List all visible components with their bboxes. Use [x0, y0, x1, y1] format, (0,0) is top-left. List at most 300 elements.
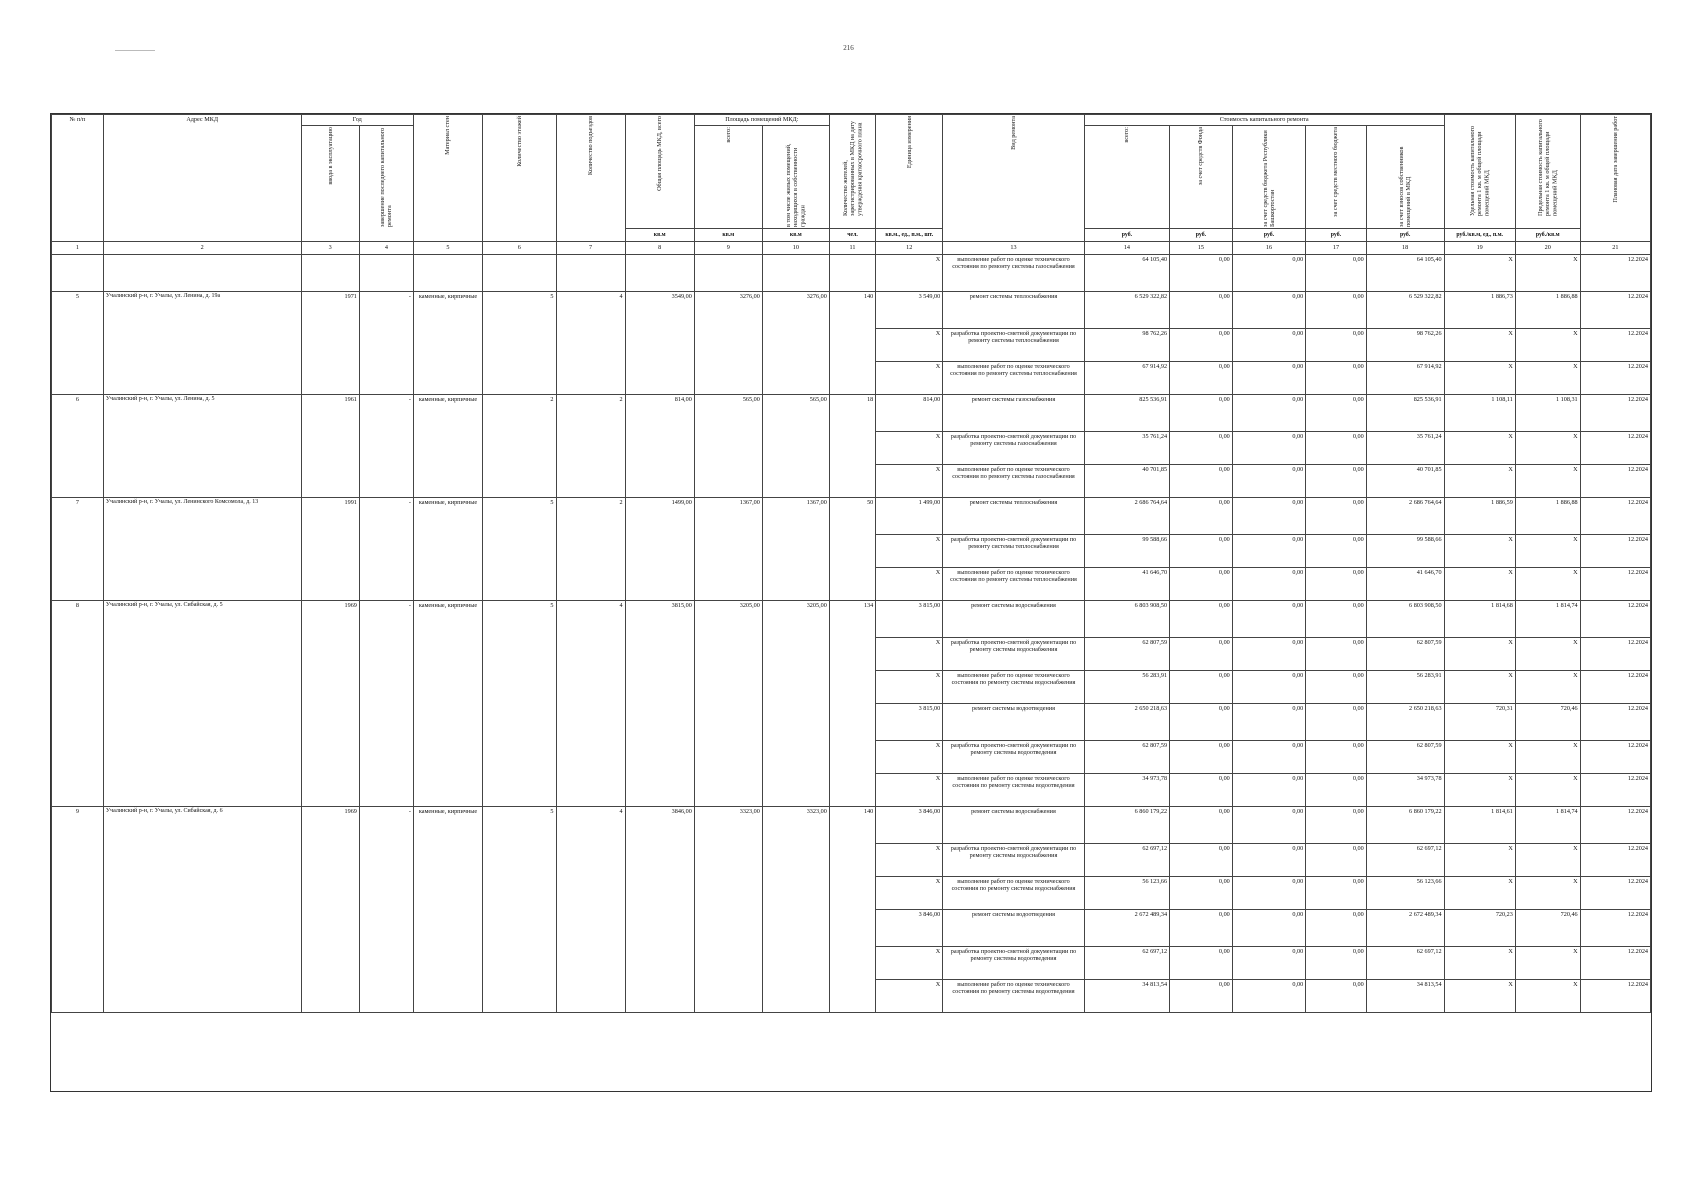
table-cell: 0,00: [1170, 947, 1233, 980]
table-cell: 56 123,66: [1366, 877, 1444, 910]
table-cell: 0,00: [1232, 498, 1305, 535]
table-cell: каменные, кирпичные: [413, 807, 482, 1013]
table-cell: 0,00: [1306, 844, 1367, 877]
table-cell: 720,46: [1515, 910, 1580, 947]
table-cell: 4: [359, 242, 413, 255]
table-cell: X: [1444, 329, 1515, 362]
table-cell: 17: [1306, 242, 1367, 255]
table-cell: Учалинский р-н, г. Учалы, ул. Сибайская, д. 6: [103, 807, 301, 1013]
table-cell: 5: [483, 498, 556, 601]
table-cell: 34 813,54: [1366, 980, 1444, 1013]
table-cell: X: [876, 638, 943, 671]
table-cell: 2 650 218,63: [1366, 704, 1444, 741]
table-cell: 0,00: [1232, 638, 1305, 671]
table-cell: 0,00: [1232, 704, 1305, 741]
table-cell: 0,00: [1170, 432, 1233, 465]
table-cell: 1 886,88: [1515, 292, 1580, 329]
table-cell: X: [876, 535, 943, 568]
table-cell: X: [876, 432, 943, 465]
table-cell: каменные, кирпичные: [413, 292, 482, 395]
table-cell: 1961: [301, 395, 359, 498]
table-cell: 4: [556, 807, 625, 1013]
header-cost-total: всего:: [1084, 126, 1169, 229]
table-cell: 0,00: [1232, 395, 1305, 432]
table-cell: [762, 255, 829, 292]
table-cell: 0,00: [1306, 910, 1367, 947]
table-cell: 10: [762, 242, 829, 255]
table-cell: -: [359, 498, 413, 601]
table-cell: X: [1444, 535, 1515, 568]
table-cell: 12.2024: [1580, 395, 1650, 432]
table-cell: X: [876, 947, 943, 980]
table-cell: 12.2024: [1580, 568, 1650, 601]
table-cell: ремонт системы газоснабжения: [943, 395, 1085, 432]
table-cell: 2 686 764,64: [1084, 498, 1169, 535]
header-entrances: Количество подъездов: [556, 115, 625, 242]
table-cell: [625, 255, 694, 292]
table-cell: X: [1444, 844, 1515, 877]
table-cell: X: [1444, 741, 1515, 774]
table-cell: 4: [556, 292, 625, 395]
table-cell: 0,00: [1170, 498, 1233, 535]
table-cell: X: [1515, 432, 1580, 465]
table-cell: 3 846,00: [876, 910, 943, 947]
table-header: [52, 115, 1651, 255]
table-cell: 1 814,74: [1515, 601, 1580, 638]
table-cell: 1 814,68: [1444, 601, 1515, 638]
table-cell: 0,00: [1306, 465, 1367, 498]
table-cell: X: [1515, 329, 1580, 362]
table-cell: 3276,00: [762, 292, 829, 395]
table-cell: 1991: [301, 498, 359, 601]
table-cell: ремонт системы водоотведения: [943, 704, 1085, 741]
table-cell: чел.: [829, 229, 875, 242]
table-cell: руб./кв.м: [1515, 229, 1580, 242]
table-cell: 1367,00: [694, 498, 762, 601]
table-cell: 2 672 489,34: [1366, 910, 1444, 947]
table-cell: 0,00: [1306, 741, 1367, 774]
table-cell: 67 914,92: [1084, 362, 1169, 395]
table-cell: 0,00: [1170, 255, 1233, 292]
table-cell: 67 914,92: [1366, 362, 1444, 395]
table-cell: 12.2024: [1580, 910, 1650, 947]
header-year-commission: ввода в эксплуатацию: [301, 126, 359, 242]
table-cell: X: [1515, 980, 1580, 1013]
table-row: [52, 395, 1651, 432]
table-cell: 0,00: [1232, 255, 1305, 292]
table-cell: руб.: [1232, 229, 1305, 242]
table-cell: 3205,00: [762, 601, 829, 807]
table-cell: каменные, кирпичные: [413, 498, 482, 601]
table-cell: 134: [829, 601, 875, 807]
table-cell: X: [876, 255, 943, 292]
table-cell: 0,00: [1170, 910, 1233, 947]
table-cell: 3 846,00: [876, 807, 943, 844]
table-cell: 35 761,24: [1084, 432, 1169, 465]
table-cell: 3549,00: [625, 292, 694, 395]
table-cell: каменные, кирпичные: [413, 395, 482, 498]
table-cell: [694, 255, 762, 292]
table-cell: 1 108,11: [1444, 395, 1515, 432]
header-repair-type: Вид ремонта: [943, 115, 1085, 242]
header-residents: Количество жителей, зарегистрированных в МКД на дату утверждения краткосрочного плана: [829, 115, 875, 229]
table-cell: выполнение работ по оценке технического состояния по ремонту системы водоотведения: [943, 980, 1085, 1013]
table-cell: X: [1515, 638, 1580, 671]
table-cell: 3 815,00: [876, 601, 943, 638]
table-cell: 12.2024: [1580, 535, 1650, 568]
header-limit-cost: Предельная стоимость капитального ремонта 1 кв. м общей площади помещений МКД: [1515, 115, 1580, 229]
table-cell: 2 650 218,63: [1084, 704, 1169, 741]
table-cell: 12: [876, 242, 943, 255]
table-cell: Учалинский р-н, г. Учалы, ул. Ленина, д. 19а: [103, 292, 301, 395]
header-year-last-repair: завершение последнего капитального ремонта: [359, 126, 413, 242]
table-cell: X: [1515, 844, 1580, 877]
table-cell: 3815,00: [625, 601, 694, 807]
table-cell: 0,00: [1232, 568, 1305, 601]
table-cell: 9: [52, 807, 104, 1013]
table-cell: 12.2024: [1580, 638, 1650, 671]
table-cell: 62 807,59: [1366, 741, 1444, 774]
table-cell: 34 973,78: [1084, 774, 1169, 807]
table-cell: 0,00: [1232, 465, 1305, 498]
table-cell: 20: [1515, 242, 1580, 255]
table-cell: 0,00: [1232, 774, 1305, 807]
table-cell: 0,00: [1306, 395, 1367, 432]
table-cell: 0,00: [1170, 741, 1233, 774]
table-cell: 12.2024: [1580, 671, 1650, 704]
table-cell: 15: [1170, 242, 1233, 255]
table-cell: 0,00: [1232, 535, 1305, 568]
table-cell: 3276,00: [694, 292, 762, 395]
table-cell: ремонт системы водоснабжения: [943, 807, 1085, 844]
table-cell: 6: [483, 242, 556, 255]
repair-plan-sheet: [50, 113, 1652, 1092]
table-cell: руб.: [1084, 229, 1169, 242]
table-cell: 5: [483, 601, 556, 807]
table-cell: 1 886,73: [1444, 292, 1515, 329]
table-cell: кв.м: [694, 229, 762, 242]
table-cell: 19: [1444, 242, 1515, 255]
table-cell: 56 283,91: [1084, 671, 1169, 704]
header-no: № п/п: [52, 115, 104, 242]
table-cell: 0,00: [1232, 980, 1305, 1013]
table-cell: 98 762,26: [1084, 329, 1169, 362]
table-cell: 0,00: [1170, 704, 1233, 741]
table-cell: 16: [1232, 242, 1305, 255]
table-cell: 0,00: [1306, 980, 1367, 1013]
table-cell: 12.2024: [1580, 362, 1650, 395]
table-cell: 6 803 908,50: [1084, 601, 1169, 638]
table-cell: X: [1515, 741, 1580, 774]
table-cell: Учалинский р-н, г. Учалы, ул. Сибайская, д. 5: [103, 601, 301, 807]
table-cell: 7: [52, 498, 104, 601]
header-premises-residential: в том числе жилых помещений, находящихся в собственности граждан: [762, 126, 829, 229]
table-cell: X: [876, 362, 943, 395]
table-cell: 1 886,59: [1444, 498, 1515, 535]
table-cell: 12.2024: [1580, 704, 1650, 741]
table-cell: 0,00: [1170, 807, 1233, 844]
table-cell: 12.2024: [1580, 292, 1650, 329]
table-cell: 12.2024: [1580, 774, 1650, 807]
table-cell: 0,00: [1306, 671, 1367, 704]
table-cell: 0,00: [1170, 980, 1233, 1013]
table-cell: 0,00: [1306, 292, 1367, 329]
table-cell: 3 549,00: [876, 292, 943, 329]
page-number: 216: [843, 44, 854, 52]
table-cell: X: [876, 774, 943, 807]
table-cell: 0,00: [1306, 362, 1367, 395]
table-cell: 0,00: [1232, 362, 1305, 395]
table-cell: 0,00: [1232, 741, 1305, 774]
table-cell: X: [1515, 568, 1580, 601]
table-cell: 5: [483, 292, 556, 395]
table-cell: руб./кв.м, ед., п.м.: [1444, 229, 1515, 242]
table-cell: 62 807,59: [1084, 741, 1169, 774]
table-cell: 62 697,12: [1366, 947, 1444, 980]
table-cell: X: [876, 877, 943, 910]
table-cell: выполнение работ по оценке технического состояния по ремонту системы водоснабжения: [943, 671, 1085, 704]
header-unit: Единица измерения: [876, 115, 943, 229]
table-cell: 35 761,24: [1366, 432, 1444, 465]
table-cell: X: [1444, 671, 1515, 704]
table-cell: 3846,00: [625, 807, 694, 1013]
table-cell: 0,00: [1232, 329, 1305, 362]
table-cell: разработка проектно-сметной документации по ремонту системы теплоснабжения: [943, 535, 1085, 568]
table-cell: 825 536,91: [1084, 395, 1169, 432]
table-cell: 0,00: [1170, 535, 1233, 568]
table-cell: 12.2024: [1580, 601, 1650, 638]
table-cell: 6 529 322,82: [1084, 292, 1169, 329]
table-cell: 0,00: [1232, 292, 1305, 329]
table-cell: 12.2024: [1580, 741, 1650, 774]
table-cell: 825 536,91: [1366, 395, 1444, 432]
table-cell: 0,00: [1306, 807, 1367, 844]
table-cell: 1 499,00: [876, 498, 943, 535]
table-cell: X: [876, 980, 943, 1013]
table-cell: 12.2024: [1580, 980, 1650, 1013]
table-cell: 0,00: [1170, 465, 1233, 498]
table-cell: X: [1444, 947, 1515, 980]
table-cell: 2: [556, 498, 625, 601]
table-cell: 2: [556, 395, 625, 498]
table-cell: руб.: [1306, 229, 1367, 242]
table-cell: 50: [829, 498, 875, 601]
table-cell: каменные, кирпичные: [413, 601, 482, 807]
table-cell: 1969: [301, 807, 359, 1013]
table-row: [52, 292, 1651, 329]
table-cell: 720,46: [1515, 704, 1580, 741]
table-cell: X: [1515, 877, 1580, 910]
table-cell: 64 105,40: [1084, 255, 1169, 292]
table-cell: [301, 255, 359, 292]
table-cell: Учалинский р-н, г. Учалы, ул. Ленинского Комсомола, д. 13: [103, 498, 301, 601]
header-specific-cost: Удельная стоимость капитального ремонта 1 кв. м общей площади помещений МКД: [1444, 115, 1515, 229]
header-cost-group: Стоимость капитального ремонта: [1084, 115, 1444, 126]
table-cell: 34 813,54: [1084, 980, 1169, 1013]
table-cell: 0,00: [1232, 432, 1305, 465]
header-local: за счет средств местного бюджета: [1306, 126, 1367, 229]
table-cell: 12.2024: [1580, 329, 1650, 362]
table-cell: 41 646,70: [1366, 568, 1444, 601]
table-cell: 12.2024: [1580, 255, 1650, 292]
table-cell: 2: [103, 242, 301, 255]
table-cell: 0,00: [1170, 638, 1233, 671]
table-cell: 0,00: [1170, 774, 1233, 807]
table-cell: 0,00: [1232, 947, 1305, 980]
table-cell: 12.2024: [1580, 877, 1650, 910]
table-cell: руб.: [1170, 229, 1233, 242]
table-cell: X: [1444, 255, 1515, 292]
table-cell: 6: [52, 395, 104, 498]
table-cell: 0,00: [1306, 877, 1367, 910]
table-cell: -: [359, 395, 413, 498]
table-cell: руб.: [1366, 229, 1444, 242]
table-cell: 62 807,59: [1366, 638, 1444, 671]
table-cell: [103, 255, 301, 292]
table-cell: 5: [52, 292, 104, 395]
table-cell: 34 973,78: [1366, 774, 1444, 807]
table-cell: [413, 255, 482, 292]
table-cell: 0,00: [1232, 807, 1305, 844]
table-cell: 3 815,00: [876, 704, 943, 741]
table-cell: 0,00: [1306, 568, 1367, 601]
table-cell: 62 697,12: [1366, 844, 1444, 877]
table-cell: X: [1444, 774, 1515, 807]
table-cell: выполнение работ по оценке технического состояния по ремонту системы газоснабжения: [943, 465, 1085, 498]
table-cell: ремонт системы теплоснабжения: [943, 498, 1085, 535]
table-row: [52, 255, 1651, 292]
header-republic: за счет средств бюджета Республики Башкортостан: [1232, 126, 1305, 229]
table-cell: 1 108,31: [1515, 395, 1580, 432]
table-cell: 0,00: [1306, 329, 1367, 362]
table-cell: 1499,00: [625, 498, 694, 601]
table-cell: кв.м: [762, 229, 829, 242]
table-cell: разработка проектно-сметной документации по ремонту системы газоснабжения: [943, 432, 1085, 465]
table-cell: разработка проектно-сметной документации по ремонту системы водоотведения: [943, 947, 1085, 980]
table-cell: X: [1444, 568, 1515, 601]
table-cell: 8: [52, 601, 104, 807]
header-year-group: Год: [301, 115, 413, 126]
table-cell: X: [876, 465, 943, 498]
table-cell: 12.2024: [1580, 498, 1650, 535]
table-cell: [829, 255, 875, 292]
table-cell: 720,23: [1444, 910, 1515, 947]
table-cell: 99 588,66: [1366, 535, 1444, 568]
table-cell: 1 814,61: [1444, 807, 1515, 844]
table-cell: ремонт системы водоснабжения: [943, 601, 1085, 638]
table-cell: X: [1515, 535, 1580, 568]
table-cell: 0,00: [1232, 671, 1305, 704]
table-cell: 0,00: [1306, 535, 1367, 568]
table-cell: 0,00: [1306, 601, 1367, 638]
table-cell: 0,00: [1170, 329, 1233, 362]
table-cell: [359, 255, 413, 292]
table-cell: ремонт системы теплоснабжения: [943, 292, 1085, 329]
column-numbers-row: [52, 242, 1651, 255]
table-cell: 140: [829, 292, 875, 395]
table-cell: 1971: [301, 292, 359, 395]
table-cell: 0,00: [1170, 671, 1233, 704]
table-cell: 21: [1580, 242, 1650, 255]
table-cell: X: [1515, 671, 1580, 704]
table-cell: 1 814,74: [1515, 807, 1580, 844]
table-cell: X: [1444, 432, 1515, 465]
header-premises-total: всего:: [694, 126, 762, 229]
table-cell: 0,00: [1306, 432, 1367, 465]
table-cell: 12.2024: [1580, 844, 1650, 877]
table-cell: 140: [829, 807, 875, 1013]
table-cell: 12.2024: [1580, 807, 1650, 844]
table-body: [52, 255, 1651, 1013]
table-cell: X: [876, 844, 943, 877]
table-cell: 0,00: [1306, 498, 1367, 535]
table-cell: кв.м., ед., п.м., шт.: [876, 229, 943, 242]
table-cell: 3323,00: [762, 807, 829, 1013]
table-cell: разработка проектно-сметной документации по ремонту системы водоотведения: [943, 741, 1085, 774]
table-cell: X: [1515, 362, 1580, 395]
table-cell: 99 588,66: [1084, 535, 1169, 568]
table-cell: [483, 255, 556, 292]
table-cell: 0,00: [1306, 638, 1367, 671]
table-cell: -: [359, 292, 413, 395]
header-wall-material: Материал стен: [413, 115, 482, 242]
table-cell: 565,00: [694, 395, 762, 498]
header-floors: Количество этажей: [483, 115, 556, 242]
table-cell: 0,00: [1232, 601, 1305, 638]
table-cell: ремонт системы водоотведения: [943, 910, 1085, 947]
header-fund: за счет средств Фонда: [1170, 126, 1233, 229]
table-cell: 18: [1366, 242, 1444, 255]
table-cell: 98 762,26: [1366, 329, 1444, 362]
table-cell: 3205,00: [694, 601, 762, 807]
table-cell: выполнение работ по оценке технического состояния по ремонту системы теплоснабжения: [943, 568, 1085, 601]
table-cell: 12.2024: [1580, 465, 1650, 498]
table-cell: X: [1444, 362, 1515, 395]
table-cell: 814,00: [876, 395, 943, 432]
table-cell: выполнение работ по оценке технического состояния по ремонту системы водоотведения: [943, 774, 1085, 807]
table-cell: разработка проектно-сметной документации по ремонту системы водоснабжения: [943, 638, 1085, 671]
table-cell: выполнение работ по оценке технического состояния по ремонту системы теплоснабжения: [943, 362, 1085, 395]
table-cell: X: [876, 568, 943, 601]
table-cell: кв.м: [625, 229, 694, 242]
table-cell: X: [876, 671, 943, 704]
table-cell: 56 123,66: [1084, 877, 1169, 910]
table-cell: 0,00: [1170, 395, 1233, 432]
table-cell: выполнение работ по оценке технического состояния по ремонту системы газоснабжения: [943, 255, 1085, 292]
table-cell: 40 701,85: [1366, 465, 1444, 498]
table-cell: 0,00: [1306, 255, 1367, 292]
table-cell: X: [1444, 980, 1515, 1013]
table-cell: 565,00: [762, 395, 829, 498]
header-premises-group: Площадь помещений МКД:: [694, 115, 829, 126]
table-cell: 6 529 322,82: [1366, 292, 1444, 329]
table-cell: Учалинский р-н, г. Учалы, ул. Ленина, д. 5: [103, 395, 301, 498]
table-cell: X: [1444, 877, 1515, 910]
table-cell: 6 860 179,22: [1366, 807, 1444, 844]
table-cell: X: [876, 329, 943, 362]
table-cell: 0,00: [1170, 292, 1233, 329]
table-cell: 0,00: [1306, 704, 1367, 741]
table-cell: 720,31: [1444, 704, 1515, 741]
table-cell: X: [1515, 465, 1580, 498]
table-cell: 2 686 764,64: [1366, 498, 1444, 535]
table-cell: 0,00: [1170, 362, 1233, 395]
table-cell: 12.2024: [1580, 432, 1650, 465]
table-cell: 2 672 489,34: [1084, 910, 1169, 947]
repair-plan-table: [51, 114, 1651, 1013]
table-cell: 0,00: [1232, 844, 1305, 877]
table-cell: 3: [301, 242, 359, 255]
